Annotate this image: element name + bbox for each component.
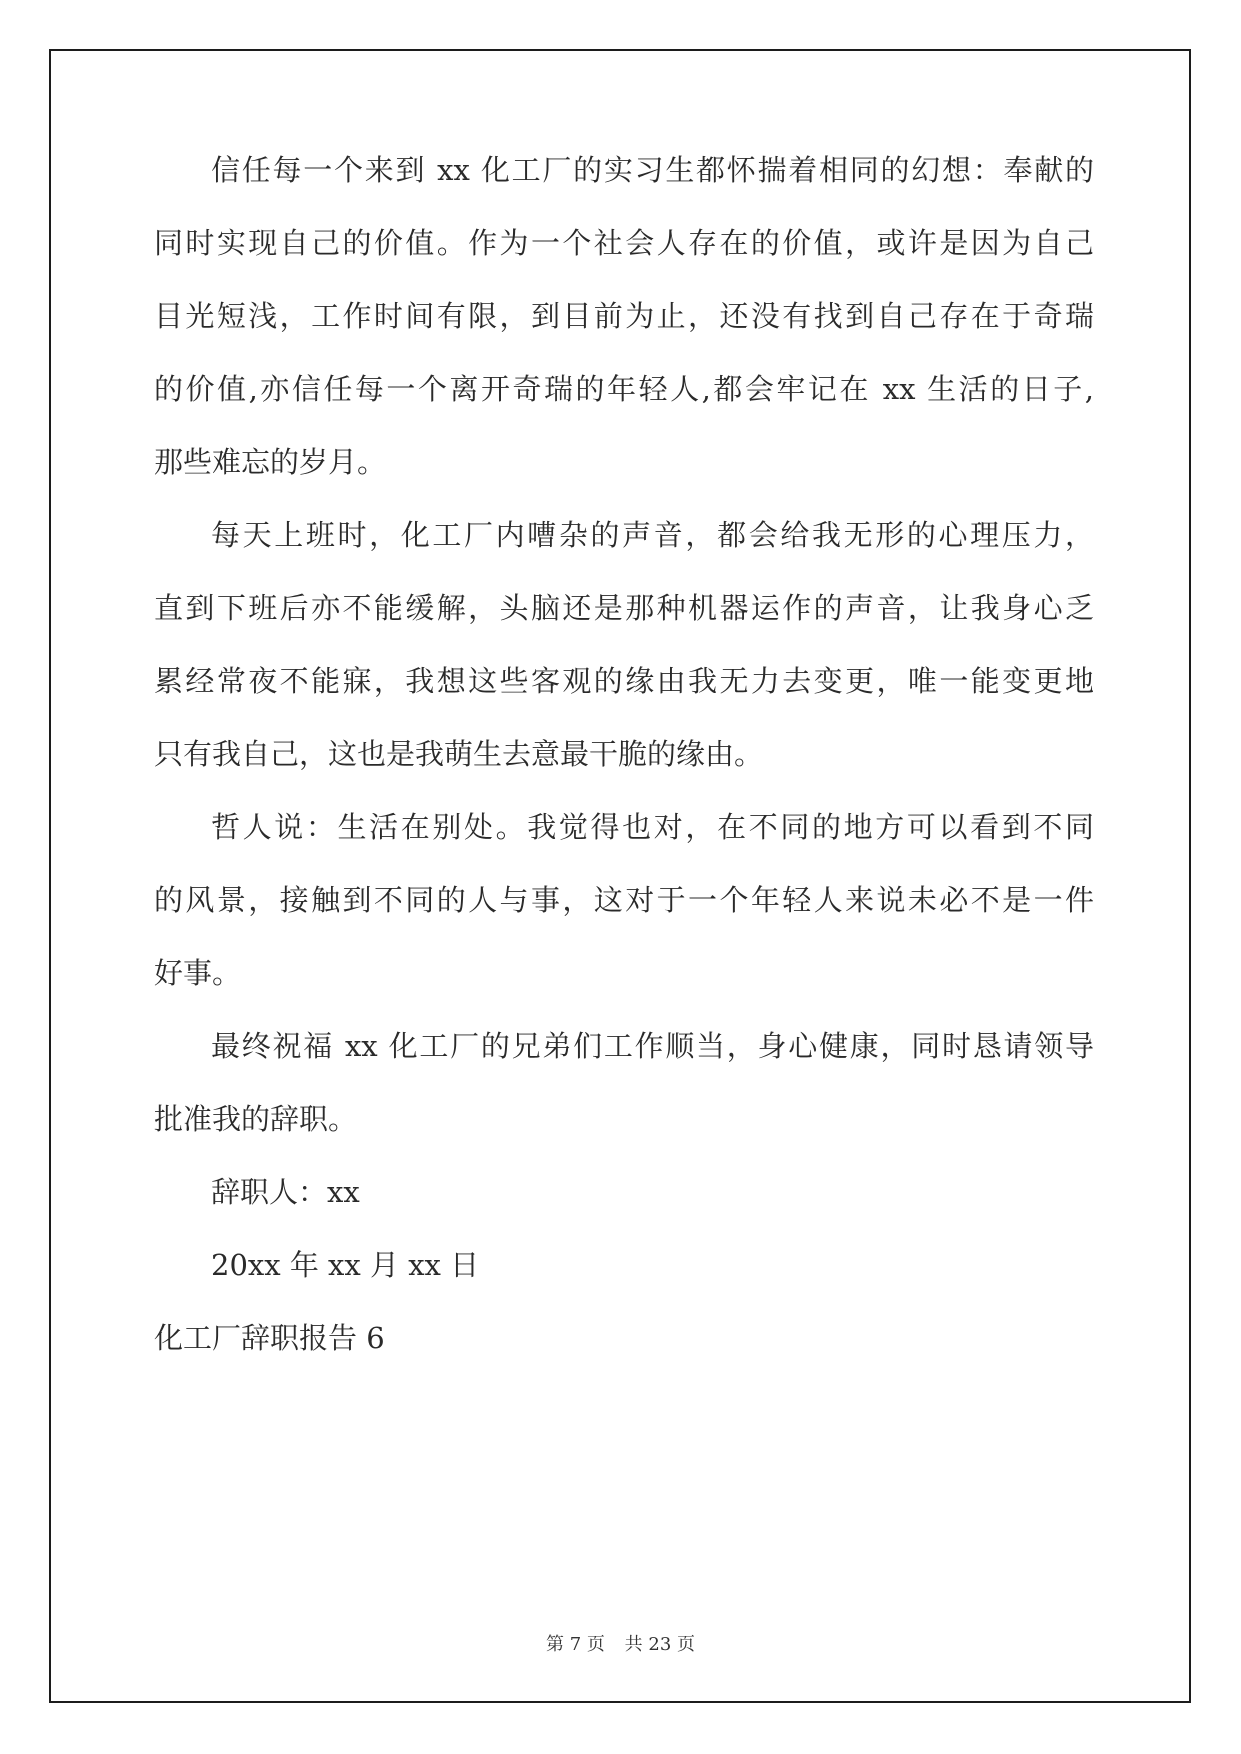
paragraph-2-line-4: 只有我自己，这也是我萌生去意最干脆的缘由。 bbox=[154, 737, 764, 771]
paragraph-1-line-4: 的价值,亦信任每一个离开奇瑞的年轻人,都会牢记在 xx 生活的日子, bbox=[154, 372, 1094, 406]
paragraph-3-line-1: 哲人说：生活在别处。我觉得也对，在不同的地方可以看到不同 bbox=[211, 810, 1094, 844]
signature-line: 辞职人：xx bbox=[211, 1175, 360, 1209]
page-footer bbox=[0, 1633, 1241, 1657]
paragraph-1-line-3: 目光短浅，工作时间有限，到目前为止，还没有找到自己存在于奇瑞 bbox=[154, 299, 1094, 333]
total-pages: 共 23 页 bbox=[624, 1634, 695, 1655]
date-line: 20xx 年 xx 月 xx 日 bbox=[211, 1248, 480, 1282]
paragraph-2-line-2: 直到下班后亦不能缓解，头脑还是那种机器运作的声音，让我身心乏 bbox=[154, 591, 1094, 625]
paragraph-3-line-2: 的风景，接触到不同的人与事，这对于一个年轻人来说未必不是一件 bbox=[154, 883, 1094, 917]
paragraph-4-line-2: 批准我的辞职。 bbox=[154, 1102, 358, 1136]
paragraph-2-line-3: 累经常夜不能寐，我想这些客观的缘由我无力去变更，唯一能变更地 bbox=[154, 664, 1094, 698]
paragraph-1-line-1: 信任每一个来到 xx 化工厂的实习生都怀揣着相同的幻想：奉献的 bbox=[211, 153, 1094, 187]
paragraph-1-line-2: 同时实现自己的价值。作为一个社会人存在的价值，或许是因为自己 bbox=[154, 226, 1094, 260]
next-section-title: 化工厂辞职报告 6 bbox=[154, 1321, 385, 1355]
paragraph-3-line-3: 好事。 bbox=[154, 956, 242, 990]
paragraph-1-line-5: 那些难忘的岁月。 bbox=[154, 445, 387, 479]
paragraph-2-line-1: 每天上班时，化工厂内嘈杂的声音，都会给我无形的心理压力， bbox=[211, 518, 1094, 552]
paragraph-4-line-1: 最终祝福 xx 化工厂的兄弟们工作顺当，身心健康，同时恳请领导 bbox=[211, 1029, 1094, 1063]
page-number: 第 7 页 bbox=[546, 1634, 605, 1655]
